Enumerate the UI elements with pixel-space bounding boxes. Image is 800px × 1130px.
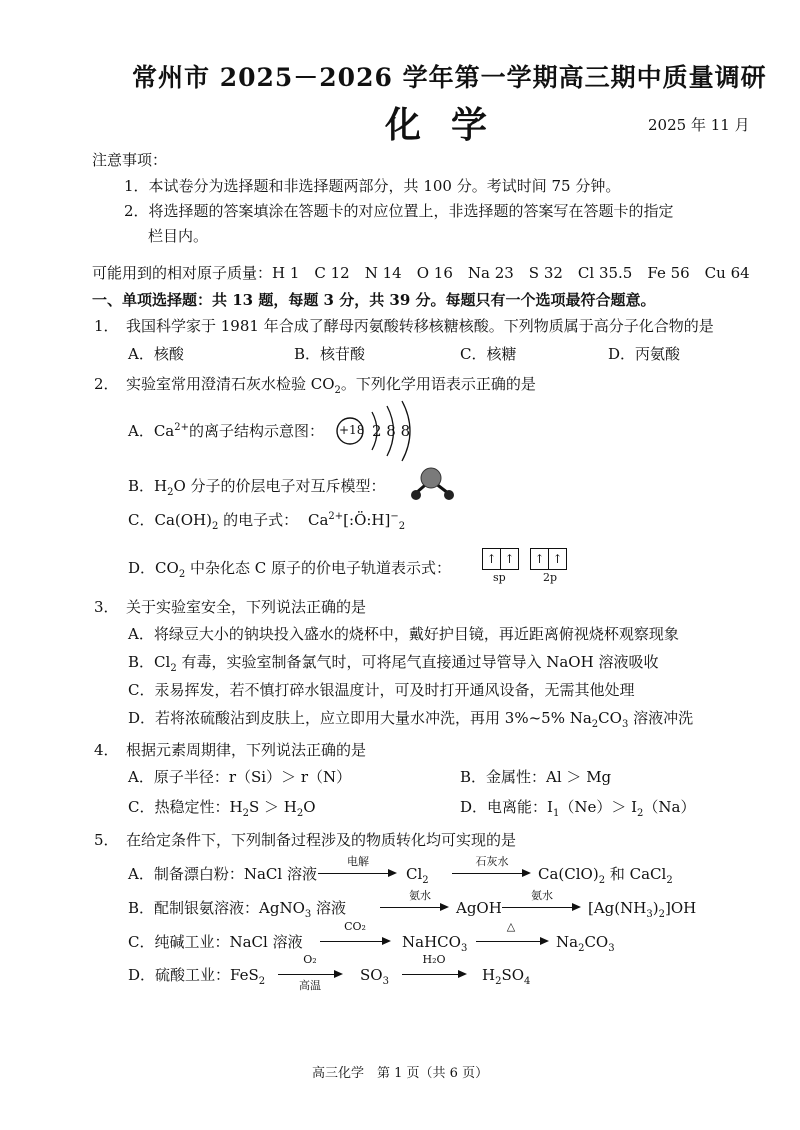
notice-item-2-cont: 栏目内。 (148, 227, 209, 245)
exam-title: 常州市 2025－2026 学年第一学期高三期中质量调研 (132, 63, 767, 92)
q3-option-a: A．将绿豆大小的钠块投入盛水的烧杯中，戴好护目镜，再近距离俯视烧杯观察现象 (128, 625, 679, 643)
section-heading: 一、单项选择题：共 13 题，每题 3 分，共 39 分。每题只有一个选项最符合题意。 (92, 291, 656, 309)
q5b-product1: AgOH (456, 899, 502, 917)
q5d-arrow1-condition: O₂ (303, 953, 317, 966)
q1-option-a: A．核酸 (128, 345, 184, 363)
q3-option-c: C．汞易挥发，若不慎打碎水银温度计，可及时打开通风设备，无需其他处理 (128, 681, 635, 699)
q5-option-c: C．纯碱工业：NaCl 溶液 (128, 933, 303, 951)
q5c-arrow2-head (540, 937, 549, 945)
q3-stem: 关于实验室安全，下列说法正确的是 (126, 598, 367, 616)
atomic-masses: 可能用到的相对原子质量：H 1 C 12 N 14 O 16 Na 23 S 32 Cl 35.5 Fe 56 Cu 64 (92, 264, 750, 282)
q5c-arrow1 (320, 941, 384, 942)
q1-number: 1． (94, 317, 119, 335)
q5-option-d: D．硫酸工业：FeS$_2$ (128, 966, 266, 987)
q5a-arrow2-head (522, 869, 531, 877)
ion-structure-diagram (334, 398, 424, 466)
orbital-box-2p-1: ↑ (530, 548, 549, 570)
q5d-arrow2-head (458, 970, 467, 978)
q2-option-b: B．$H_2O$ 分子的价层电子对互斥模型： (128, 477, 386, 498)
q5b-arrow1-condition: 氨水 (409, 889, 431, 902)
q5c-arrow1-head (382, 937, 391, 945)
q5a-arrow2 (452, 873, 524, 874)
q5a-arrow2-condition: 石灰水 (475, 855, 509, 868)
subject-title: 化学 (385, 104, 518, 146)
q5b-arrow2-head (572, 903, 581, 911)
q5d-arrow2-condition: H₂O (422, 953, 446, 966)
page-footer: 高三化学 第 1 页（共 6 页） (312, 1066, 489, 1081)
q5c-arrow1-condition: CO₂ (344, 920, 366, 933)
q5-option-a: A．制备漂白粉：NaCl 溶液 (128, 865, 317, 883)
electron-formula: $Ca^{2+}[:Ö:H]^-_2$ (308, 511, 406, 532)
q2-option-a: A．$Ca^{2+}$的离子结构示意图： (128, 422, 325, 440)
q5b-product2: $[Ag(NH_3)_2]OH$ (588, 899, 697, 920)
q1-option-d: D．丙氨酸 (608, 345, 681, 363)
exam-date: 2025 年 11 月 (648, 116, 750, 134)
q2-option-d: D．$CO_2$ 中杂化态 C 原子的价电子轨道表示式： (128, 559, 451, 580)
q4-option-d: D．电离能：$I_1(Ne)> I_2(Na)$ (460, 798, 696, 819)
q1-option-c: C．核糖 (460, 345, 517, 363)
orbital-label-sp: sp (493, 571, 506, 584)
q5c-product1: NaHCO$_3$ (402, 933, 468, 954)
q5c-product2: $Na_2CO_3$ (556, 933, 615, 954)
q5d-arrow1-below: 高温 (299, 979, 321, 992)
notice-item-1: 1．本试卷分为选择题和非选择题两部分，共 100 分。考试时间 75 分钟。 (124, 177, 621, 195)
q5-stem: 在给定条件下，下列制备过程涉及的物质转化均可实现的是 (126, 831, 517, 849)
q5b-arrow2 (502, 907, 574, 908)
q5b-arrow1 (380, 907, 442, 908)
q5c-arrow2-condition: △ (506, 920, 516, 933)
orbital-box-sp-1: ↑ (482, 548, 501, 570)
q5-number: 5． (94, 831, 119, 849)
q3-option-d: D．若将浓硫酸沾到皮肤上，应立即用大量水冲洗，再用 3%~5% $Na_2CO_3$ 溶液冲洗 (128, 709, 694, 730)
orbital-label-2p: 2p (543, 571, 558, 584)
q5-option-b: B．配制银氨溶液：AgNO$_3$ 溶液 (128, 899, 347, 920)
q5b-arrow2-condition: 氨水 (531, 889, 553, 902)
q4-stem: 根据元素周期律，下列说法正确的是 (126, 741, 367, 759)
q1-stem: 我国科学家于 1981 年合成了酵母丙氨酸转移核糖核酸。下列物质属于高分子化合物的是 (126, 317, 714, 335)
vsepr-model (404, 466, 464, 506)
orbital-box-2p-2: ↑ (548, 548, 567, 570)
q4-option-a: A．原子半径：r（Si）＞ r（N） (128, 768, 352, 786)
q5a-arrow1-condition: 电解 (347, 855, 369, 868)
q4-number: 4． (94, 741, 119, 759)
q5b-arrow1-head (440, 903, 449, 911)
q1-option-b: B．核苷酸 (294, 345, 366, 363)
q2-stem: 实验室常用澄清石灰水检验 $CO_2$。下列化学用语表示正确的是 (126, 375, 536, 396)
notice-heading: 注意事项： (92, 151, 168, 169)
q5d-product2: $H_2SO_4$ (482, 966, 531, 987)
q5d-arrow1 (278, 974, 336, 975)
q2-option-c: C．$Ca(OH)_2$ 的电子式： (128, 511, 299, 532)
q2-number: 2． (94, 375, 119, 393)
ion-nucleus-charge: +18 (339, 423, 365, 437)
q5d-arrow2 (402, 974, 460, 975)
ion-shell-electrons: 2 8 8 (372, 422, 411, 440)
notice-item-2: 2．将选择题的答案填涂在答题卡的对应位置上，非选择题的答案写在答题卡的指定 (124, 202, 674, 220)
orbital-box-sp-2: ↑ (500, 548, 519, 570)
q5a-product2: $Ca(ClO)_2$ 和 CaCl$_2$ (538, 865, 673, 886)
q5a-arrow1-head (388, 869, 397, 877)
q5c-arrow2 (476, 941, 542, 942)
q4-option-b: B．金属性：Al ＞ Mg (460, 768, 612, 786)
q3-option-b: B．$Cl_2$ 有毒，实验室制备氯气时，可将尾气直接通过导管导入 NaOH 溶液吸收 (128, 653, 659, 674)
q3-number: 3． (94, 598, 119, 616)
q4-option-c: C．热稳定性：$H_2S > H_2O$ (128, 798, 316, 819)
water-molecule-icon (404, 466, 464, 506)
q5a-product1: $Cl_2$ (406, 865, 429, 886)
q5d-product1: $SO_3$ (360, 966, 389, 987)
q5a-arrow1 (318, 873, 390, 874)
